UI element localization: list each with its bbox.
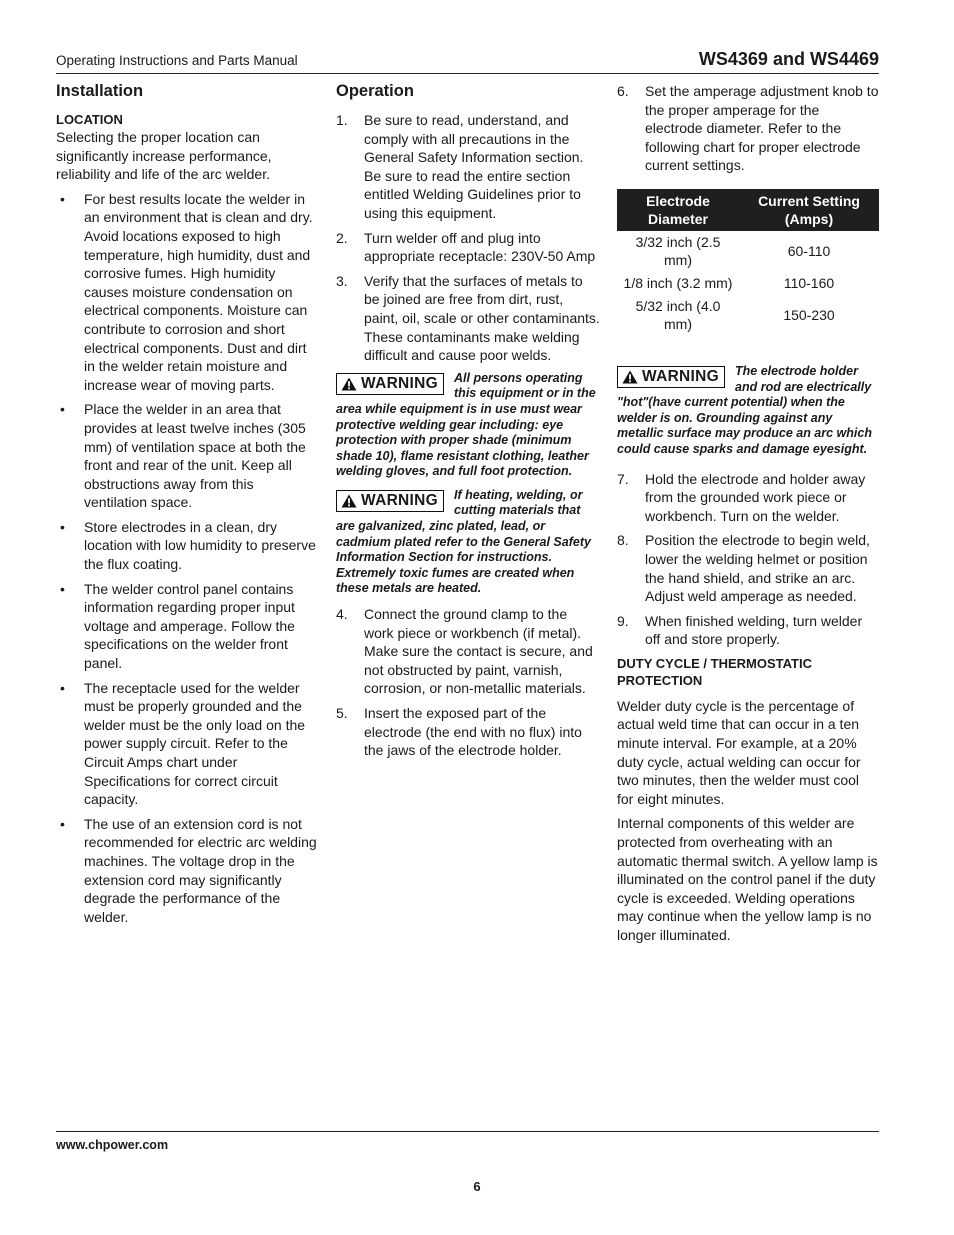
table-cell: 3/32 inch (2.5 mm) [635, 234, 721, 269]
list-item: • The welder control panel contains information regarding proper input voltage and amperage. Follow the specifications on the welder front panel. [56, 580, 320, 673]
page-header-left: Operating Instructions and Parts Manual [56, 53, 298, 68]
warning-protective-gear [336, 371, 600, 480]
location-bullet-list [56, 190, 320, 927]
step-text: Connect the ground clamp to the work piece or workbench (if metal). Make sure the contact is secure, and not obstructed by paint, varnish, corrosion, or non-metallic materials. [364, 606, 593, 697]
location-intro: Selecting the proper location can significantly increase performance, reliability and life of the arc welder. [56, 129, 272, 183]
operation-steps-d [617, 470, 879, 649]
warning-text: All persons operating this equipment or in the area while equipment is in use must wear protective welding gear including: eye protection with proper shade (minimum shade 10), flame resistant clothing, leather welding gloves, and full foot protection. [336, 370, 596, 479]
table-cell: 150-230 [783, 307, 835, 324]
step-number: 8. [617, 532, 629, 549]
table-header-cell: Current Setting (Amps) [739, 189, 879, 231]
list-item [617, 82, 879, 175]
warning-text: If heating, welding, or cutting materials that are galvanized, zinc plated, lead, or cadmium plated refer to the General Safety Information Section for instructions. Extremely toxic fumes are created when these metals are heated. [336, 487, 591, 596]
step-number: 6. [617, 83, 629, 99]
step-number: 1. [336, 112, 348, 128]
table-row [617, 231, 879, 272]
warning-label: WARNING [642, 367, 720, 385]
page-header-title: WS4369 and WS4469 [698, 49, 879, 69]
step-text: Turn welder off and plug into appropriate receptacle: 230V-50 Amp [364, 229, 596, 265]
step-number: 3. [336, 272, 348, 289]
step-number: 5. [336, 705, 348, 721]
step-number: 4. [336, 606, 348, 623]
operation-continued-column [617, 82, 879, 951]
step-number: 7. [617, 470, 629, 487]
table-cell: 5/32 inch (4.0 mm) [635, 298, 721, 333]
warning-electrode-hot [617, 364, 879, 458]
list-item: • The use of an extension cord is not recommended for electric arc welding machines. The voltage drop in the extension cord may significantly degrade the performance of the welder. [56, 815, 320, 927]
list-item [617, 470, 879, 526]
step-text: Insert the exposed part of the electrode (the end with no flux) into the jaws of the electrode holder. [364, 705, 582, 759]
thermal-protection-paragraph: Internal components of this welder are protected from overheating with an automatic thermal switch. A yellow lamp is illuminated on the control panel if the duty cycle is exceeded. Welding operations may continue when the yellow lamp is no longer illuminated. [617, 815, 878, 943]
table-header-row [617, 189, 879, 231]
step-text: When finished welding, turn welder off and store properly. [645, 612, 863, 648]
list-item: • Store electrodes in a clean, dry location with low humidity to preserve the flux coating. [56, 518, 320, 574]
step-number: 2. [336, 229, 348, 246]
page-number: 6 [473, 1179, 481, 1194]
list-item [336, 605, 600, 698]
warning-text: The electrode holder and rod are electrically "hot"(have current potential) when the welder is on. Grounding against any metallic surface may produce an arc which could cause sparks and damage eyesight. [617, 363, 872, 456]
list-item [336, 229, 600, 266]
operation-steps-c [617, 82, 879, 175]
list-item: • Place the welder in an area that provides at least twelve inches (305 mm) of ventilation space at both the front and rear of the unit. Keep all obstructions away from this ventilation space. [56, 400, 320, 512]
table-cell: 60-110 [787, 243, 831, 260]
step-text: Position the electrode to begin weld, lower the welding helmet or position the hand shield, and strike an arc. Adjust weld amperage as needed. [645, 532, 870, 605]
step-text: Verify that the surfaces of metals to be joined are free from dirt, rust, paint, oil, scale or other contaminants. These contaminants make welding difficult and cause poor welds. [364, 272, 600, 364]
warning-triangle-icon [622, 370, 638, 384]
list-item [336, 272, 600, 365]
operation-steps-b [336, 605, 600, 760]
warning-badge [617, 366, 725, 388]
installation-title: Installation [56, 82, 144, 100]
warning-badge [336, 490, 444, 512]
table-row [617, 295, 879, 336]
footer-website: www.chpower.com [56, 1138, 169, 1152]
list-item: • The receptacle used for the welder must be properly grounded and the welder must be the only load on the power supply circuit. Refer to the Circuit Amps chart under Specifications for correct circuit capacity. [56, 679, 320, 809]
footer-rule [56, 1131, 879, 1132]
step-number: 9. [617, 612, 629, 629]
table-header-cell: Electrode Diameter [617, 189, 739, 231]
warning-badge [336, 373, 444, 395]
warning-label: WARNING [361, 491, 439, 509]
step-text: Hold the electrode and holder away from the grounded work piece or workbench. Turn on the welder. [645, 470, 866, 524]
operation-title: Operation [336, 82, 414, 100]
list-item [336, 704, 600, 760]
list-item [617, 612, 879, 649]
step-text: Be sure to read, understand, and comply with all precautions in the General Safety Information section. Be sure to read the entire section entitled Welding Guidelines prior to using this equipment. [364, 112, 584, 221]
operation-steps-a [336, 111, 600, 365]
warning-triangle-icon [341, 377, 357, 391]
table-cell: 110-160 [783, 275, 835, 292]
table-cell: 1/8 inch (3.2 mm) [623, 275, 733, 292]
list-item: • For best results locate the welder in an environment that is clean and dry. Avoid locations exposed to high temperature, high humidity, dust and corrosive fumes. High humidity causes moisture condensation on electrical components. Moisture can contribute to corrosion and short electrical components. Dust and dirt in the welder retain moisture and increase wear of moving parts. [56, 190, 320, 395]
location-heading: LOCATION [56, 112, 123, 127]
warning-toxic-fumes [336, 488, 600, 597]
warning-triangle-icon [341, 494, 357, 508]
electrode-current-table [617, 189, 879, 336]
installation-column [56, 80, 320, 932]
operation-column [336, 80, 600, 766]
duty-cycle-heading: DUTY CYCLE / THERMOSTATIC PROTECTION [617, 655, 812, 688]
list-item [617, 531, 879, 605]
table-row [617, 272, 879, 295]
warning-label: WARNING [361, 374, 439, 392]
step-text: Set the amperage adjustment knob to the proper amperage for the electrode diameter. Refer to the following chart for proper electrode current settings. [645, 83, 879, 174]
list-item [336, 111, 600, 223]
header-rule [56, 73, 879, 74]
duty-cycle-paragraph: Welder duty cycle is the percentage of actual weld time that can occur in a ten minute interval. For example, at a 20% duty cycle, actual welding can occur for two minutes, then the welder must cool for eight minutes. [617, 697, 861, 807]
